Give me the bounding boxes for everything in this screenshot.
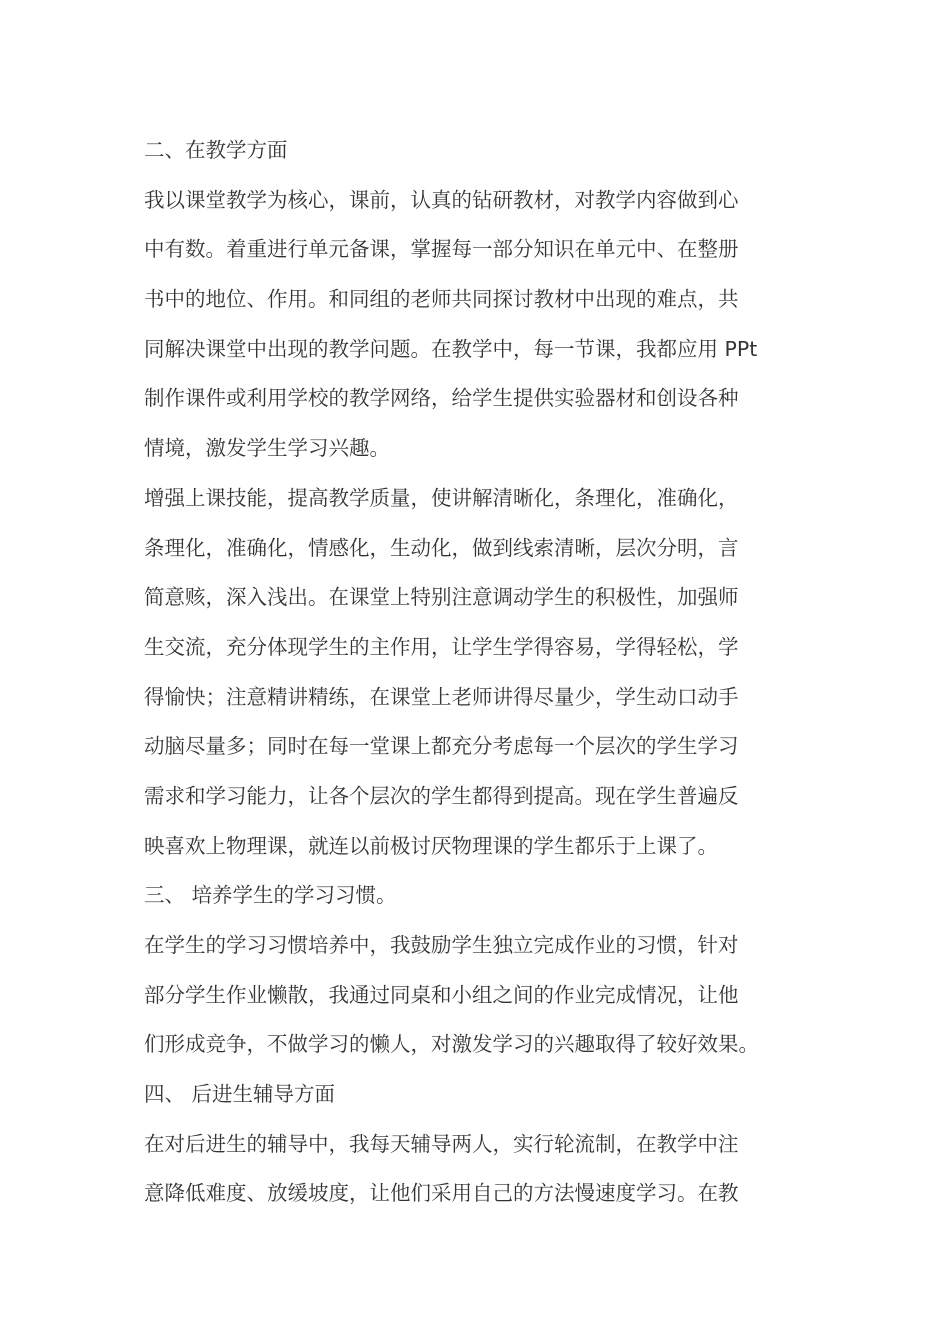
section-heading-study-habits: 三、 培养学生的学习习惯。 — [144, 883, 397, 908]
text-line: 们形成竞争，不做学习的懒人，对激发学习的兴趣取得了较好效果。 — [144, 1032, 759, 1057]
text-line: 增强上课技能，提高教学质量，使讲解清晰化，条理化，准确化， — [144, 485, 739, 510]
section-heading-teaching: 二、在教学方面 — [144, 138, 288, 162]
text-line: 得愉快；注意精讲精练，在课堂上老师讲得尽量少，学生动口动手 — [144, 684, 739, 709]
text-line: 书中的地位、作用。和同组的老师共同探讨教材中出现的难点，共 — [144, 287, 739, 312]
document-body — [144, 126, 809, 1219]
text-line: 简意赅，深入浅出。在课堂上特别注意调动学生的积极性，加强师 — [144, 585, 739, 610]
text-line: 需求和学习能力，让各个层次的学生都得到提高。现在学生普遍反 — [144, 783, 739, 808]
text-line: 条理化，准确化，情感化，生动化，做到线索清晰，层次分明，言 — [144, 535, 739, 560]
section-heading-tutoring: 四、 后进生辅导方面 — [144, 1082, 336, 1107]
text-line: 映喜欢上物理课，就连以前极讨厌物理课的学生都乐于上课了。 — [144, 833, 718, 858]
text-line: 情境，激发学生学习兴趣。 — [144, 436, 390, 461]
text-line: 制作课件或利用学校的教学网络，给学生提供实验器材和创设各种 — [144, 386, 739, 411]
text-line: 动脑尽量多；同时在每一堂课上都充分考虑每一个层次的学生学习 — [144, 734, 739, 759]
text-line: 同解决课堂中出现的教学问题。在教学中，每一节课，我都应用 PPt — [144, 336, 758, 361]
text-line: 在学生的学习习惯培养中，我鼓励学生独立完成作业的习惯，针对 — [144, 933, 739, 957]
text-line: 在对后进生的辅导中，我每天辅导两人，实行轮流制，在教学中注 — [144, 1131, 739, 1156]
text-line: 生交流，充分体现学生的主作用，让学生学得容易，学得轻松，学 — [144, 634, 739, 659]
text-line: 中有数。着重进行单元备课，掌握每一部分知识在单元中、在整册 — [144, 237, 739, 262]
text-line: 部分学生作业懒散，我通过同桌和小组之间的作业完成情况，让他 — [144, 982, 739, 1007]
text-line: 意降低难度、放缓坡度，让他们采用自己的方法慢速度学习。在教 — [144, 1181, 739, 1206]
text-line: 我以课堂教学为核心，课前，认真的钻研教材，对教学内容做到心 — [144, 187, 739, 212]
